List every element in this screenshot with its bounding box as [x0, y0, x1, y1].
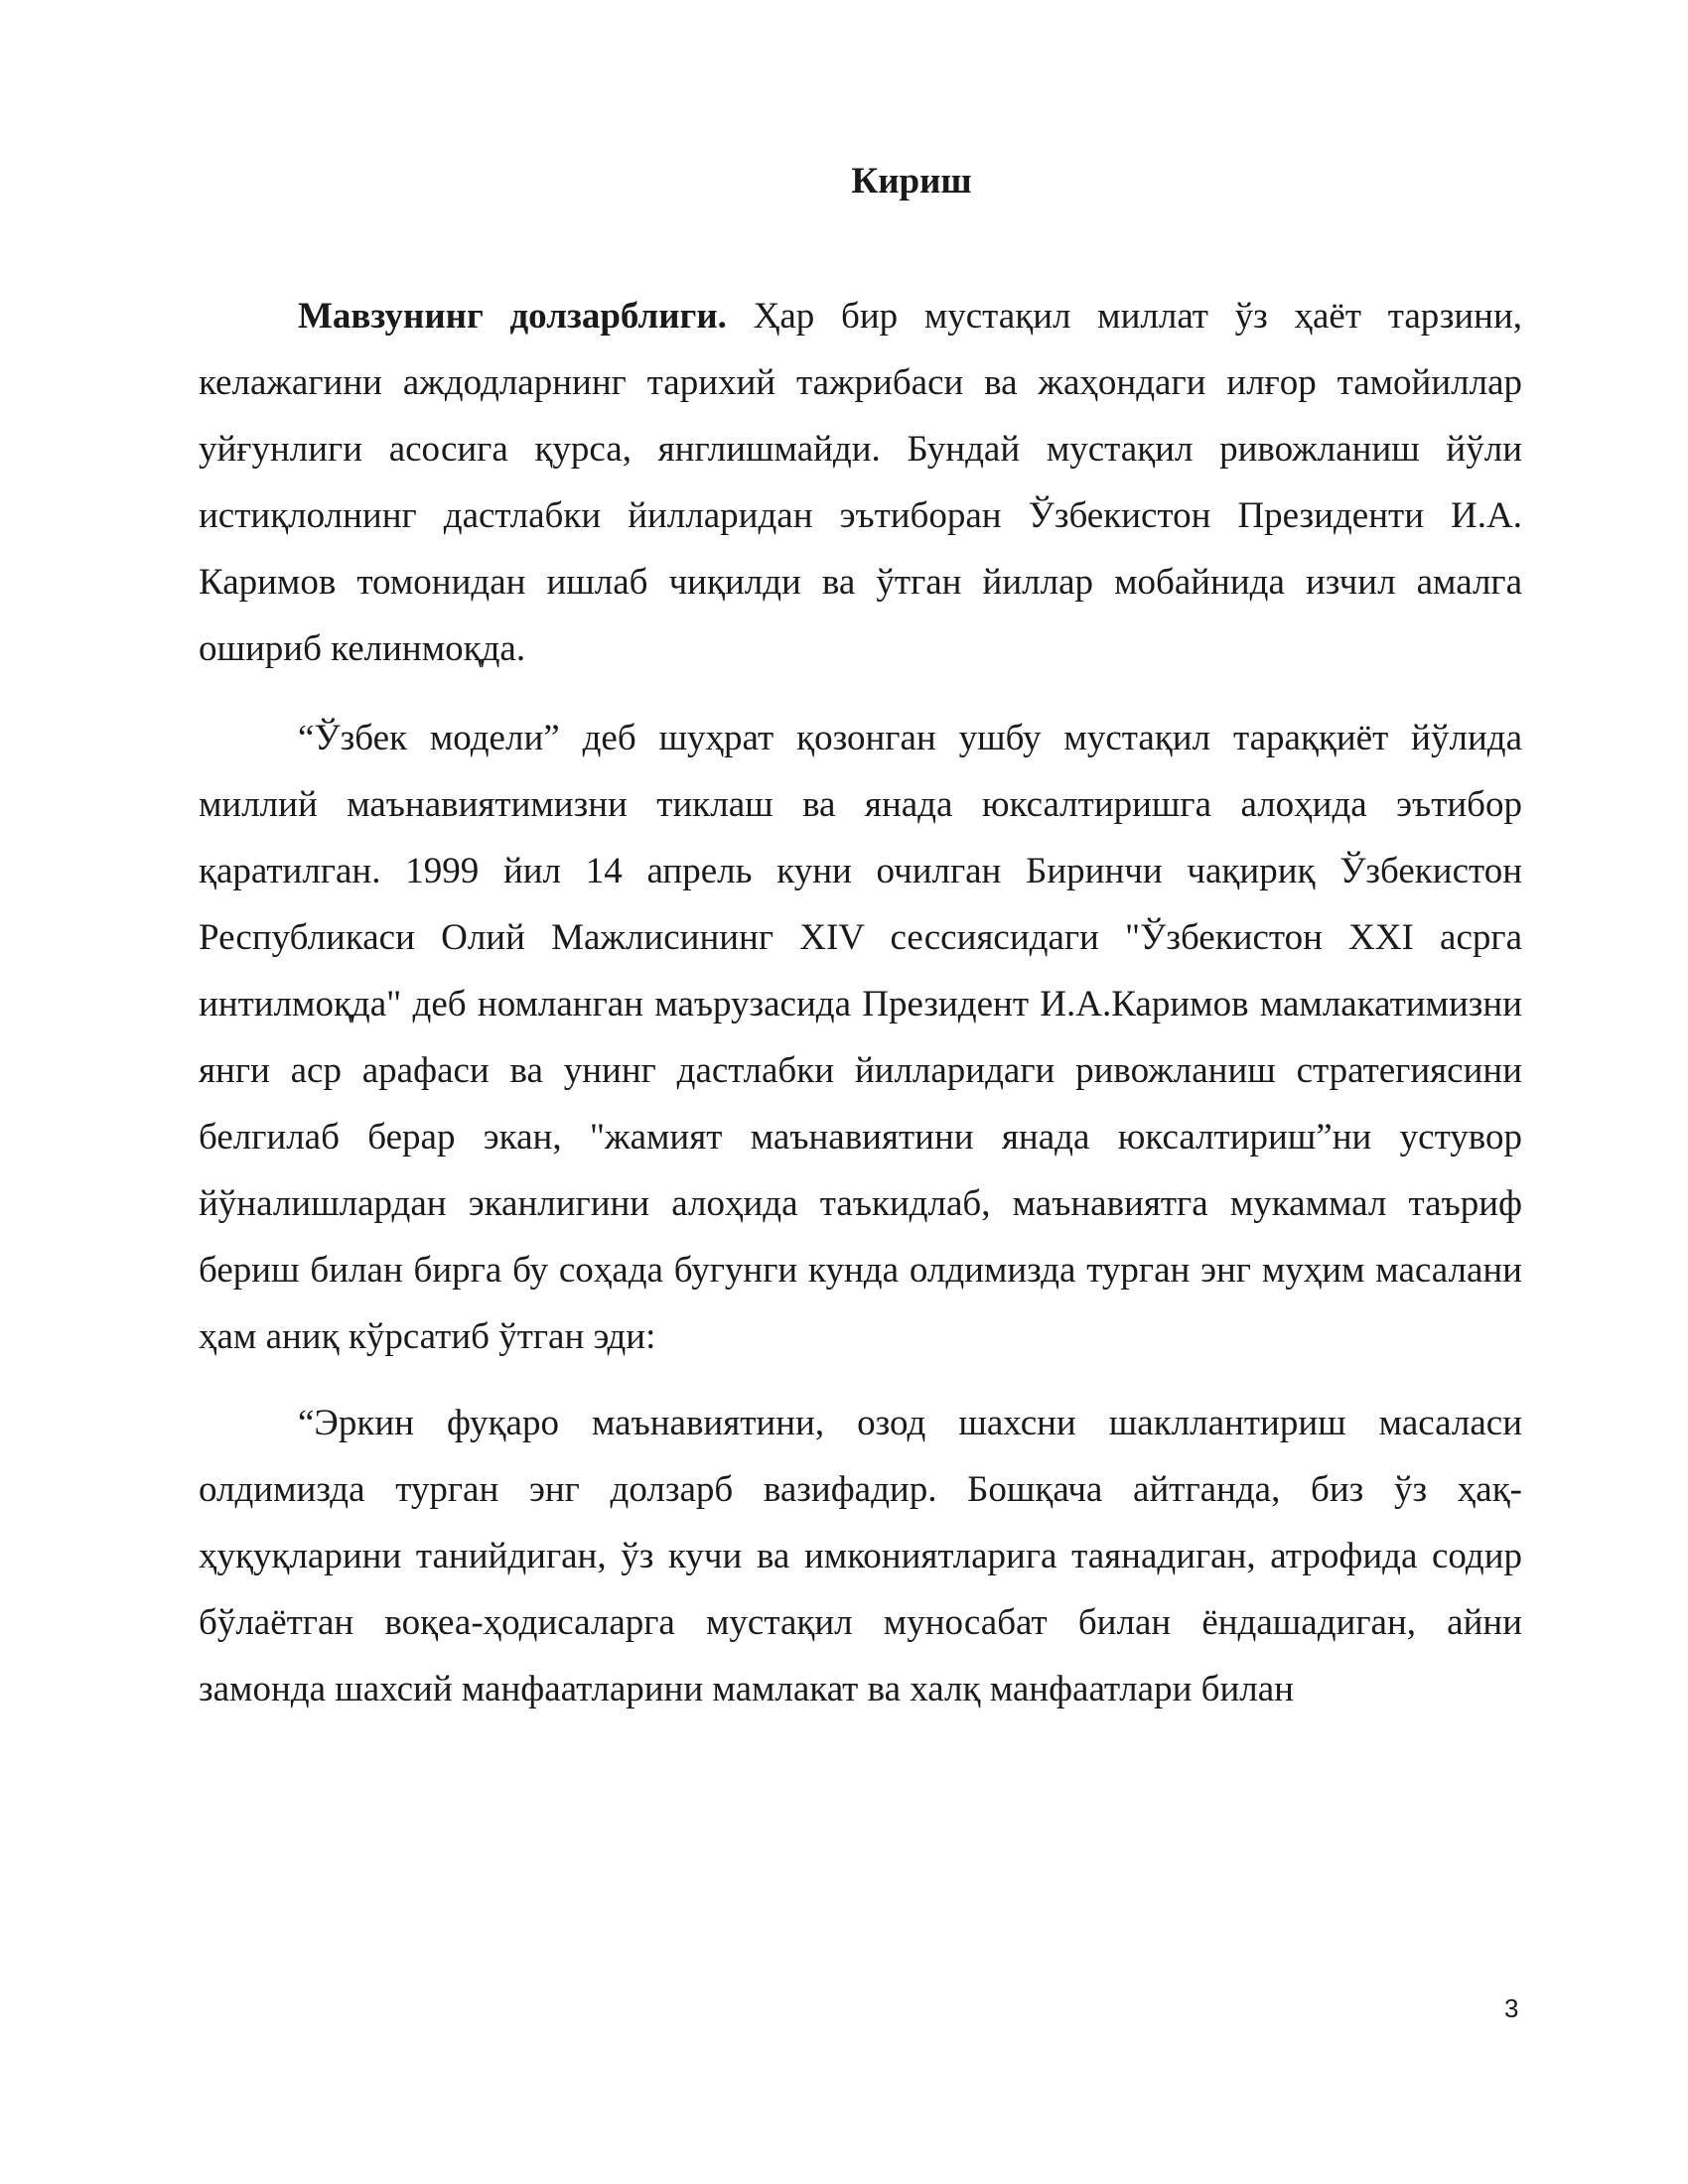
paragraph-uzbek-model: [199, 705, 1522, 1370]
paragraph-text: Ҳар бир мустақил миллат ўз ҳаёт тарзини, келажагини аждодларнинг тарихий тажрибаси ва жаҳондаги илғор тамойиллар уйғунлиги асосига қурса, янглишмайди. Бундай мустақил ривожланиш йўли истиқлолнинг дастлабки йилларидан эътиборан Ўзбекистон Президенти И.А. Каримов томонидан ишлаб чиқилди ва ўтган йиллар мобайнида изчил амалга ошириб келинмоқда.: [199, 296, 1523, 669]
page-number: 3: [1504, 1993, 1519, 2023]
paragraph-text: “Ўзбек модели” деб шуҳрат қозонган ушбу мустақил тараққиёт йўлида миллий маънавиятимизни тиклаш ва янада юксалтиришга алоҳида эътибор қаратилган. 1999 йил 14 апрель куни очилган Биринчи чақириқ Ўзбекистон Республикаси Олий Мажлисининг XIV сессиясидаги "Ўзбекистон XXI асрга интилмоқда" деб номланган маърузасида Президент И.А.Каримов мамлакатимизни янги аср арафаси ва унинг дастлабки йилларидаги ривожланиш стратегиясини белгилаб берар экан, "жамият маънавиятини янада юксалтириш”ни устувор йўналишлардан эканлигини алоҳида таъкидлаб, маънавиятга мукаммал таъриф бериш билан бирга бу соҳада бугунги кунда олдимизда турган энг муҳим масалани ҳам аниқ кўрсатиб ўтган эди:: [199, 718, 1522, 1357]
page-heading: Кириш: [851, 161, 972, 202]
paragraph-relevance: [199, 283, 1522, 682]
paragraph-quote: [199, 1390, 1522, 1722]
paragraph-text: “Эркин фуқаро маънавиятини, озод шахсни шакллантириш масаласи олдимизда турган энг долзарб вазифадир. Бошқача айтганда, биз ўз ҳақ-ҳуқуқларини танийдиган, ўз кучи ва имкониятларига таянадиган, атрофида содир бўлаётган воқеа-ҳодисаларга мустақил муносабат билан ёндашадиган, айни замонда шахсий манфаатларини мамлакат ва халқ манфаатлари билан: [199, 1403, 1522, 1709]
paragraph-lead: Мавзунинг долзарблиги.: [298, 296, 727, 337]
